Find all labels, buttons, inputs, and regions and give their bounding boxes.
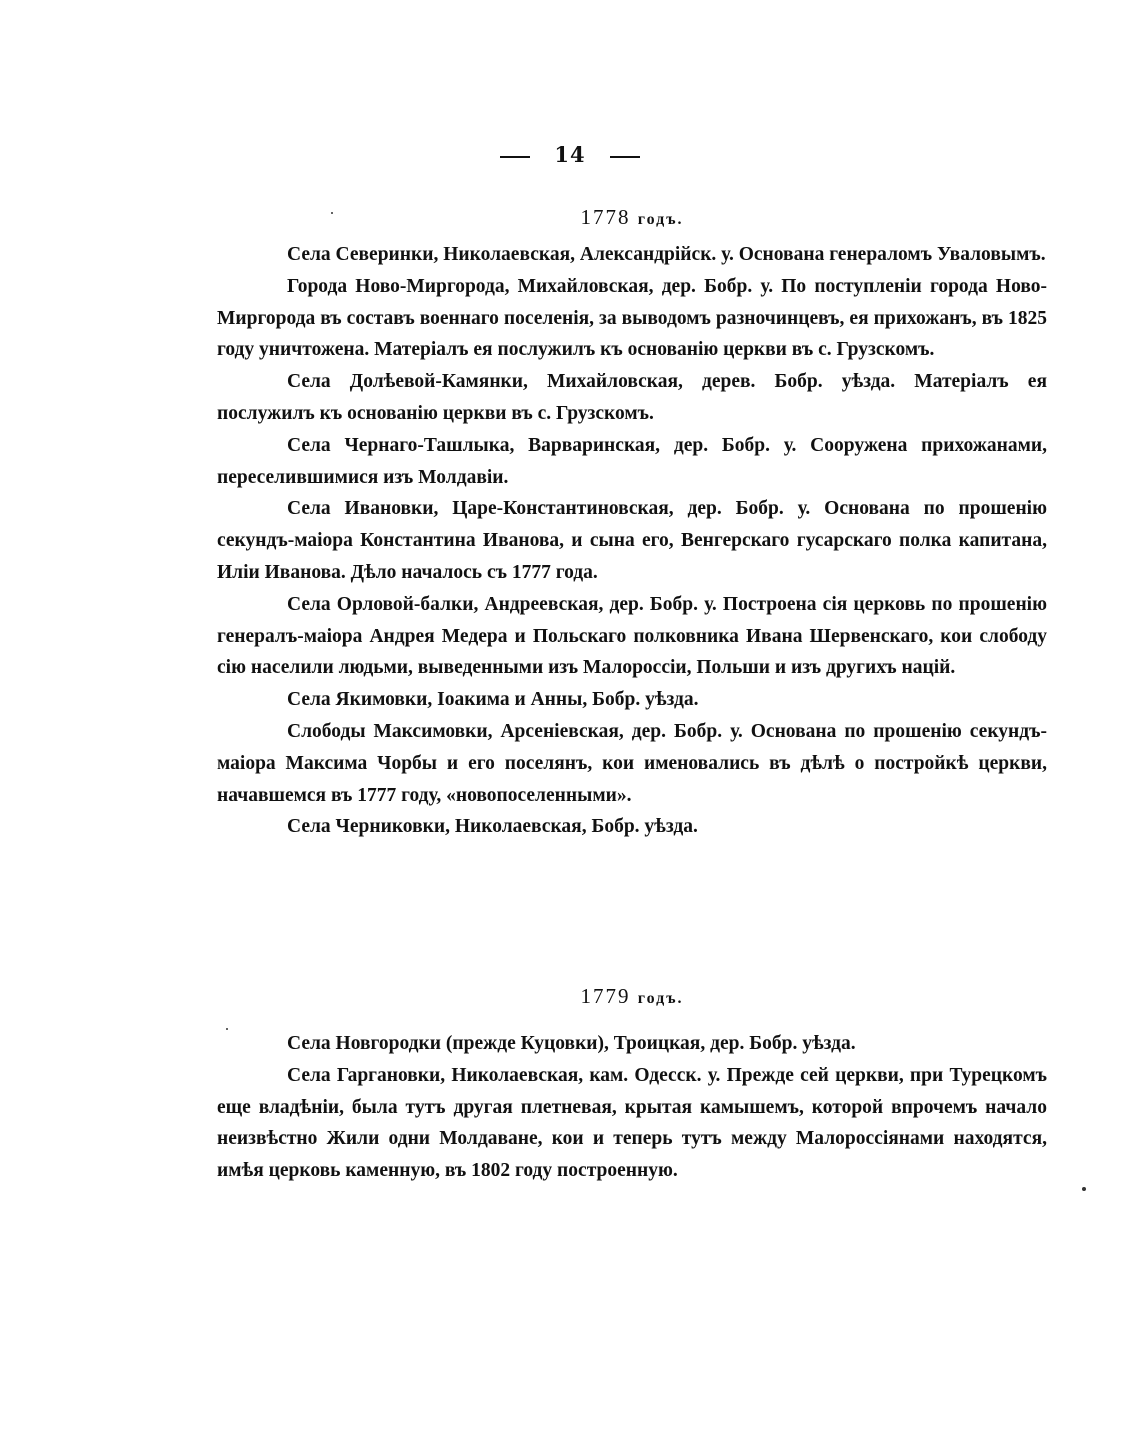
entry-doleeva-kamyanka: Села Долѣевой-Камянки, Михайловская, дерев. Бобр. уѣзда. Матеріалъ ея послужилъ къ основанію церкви въ с. Грузскомъ. — [217, 371, 1047, 424]
page-number-text: 14 — [554, 142, 586, 167]
entry-orlova-balka: Села Орловой-балки, Андреевская, дер. Бобр. у. Построена сія церковь по прошенію генералъ-маіора Андрея Медера и Польскаго полковника Ивана Шервенскаго, кои слободу сію населили людьми, выведенными изъ Малороссіи, Польши и изъ другихъ націй. — [217, 593, 1047, 679]
section-1779 — [217, 976, 1047, 1187]
year-word: годъ. — [637, 211, 684, 228]
year-heading — [217, 976, 1047, 1016]
section-1778 — [217, 197, 1047, 843]
entry-severinka: Села Северинки, Николаевская, Александрійск. у. Основана генераломъ Уваловымъ. — [287, 244, 1046, 265]
year-number: 1779 — [580, 984, 631, 1008]
year-heading — [217, 197, 1047, 237]
entry-chernyi-tashlyk: Села Чернаго-Ташлыка, Варваринская, дер. Бобр. у. Сооружена прихожанами, переселившимися изъ Молдавіи. — [217, 434, 1047, 488]
scan-speck — [226, 1028, 228, 1030]
entry-novo-mirgorod: Города Ново-Миргорода, Михайловская, дер. Бобр. у. По поступленіи города Ново-Миргорода въ составъ военнаго поселенія, за выводомъ разночинцевъ, ея прихожанъ, въ 1825 году уничтожена. Матеріалъ ея послужилъ къ основанію церкви въ с. Грузскомъ. — [217, 275, 1047, 361]
scan-speck — [1082, 1187, 1086, 1191]
entry-novgorodka: Села Новгородки (прежде Куцовки), Троицкая, дер. Бобр. уѣзда. — [287, 1033, 856, 1054]
entry-chernikovka: Села Черниковки, Николаевская, Бобр. уѣзда. — [287, 816, 698, 838]
entry-garganovka: Села Гаргановки, Николаевская, кам. Одесск. у. Прежде сей церкви, при Турецкомъ еще владѣніи, была тутъ другая плетневая, крытая камышемъ, которой впрочемъ начало неизвѣстно Жили одни Молдаване, кои и теперь тутъ между Малороссіянами находятся, имѣя церковь каменную, въ 1802 году построенную. — [217, 1064, 1047, 1182]
left-dash — [500, 156, 530, 158]
right-dash — [610, 156, 640, 158]
year-word: годъ. — [637, 990, 684, 1007]
year-number: 1778 — [580, 205, 631, 229]
page-number — [0, 142, 1140, 167]
entry-ivanovka: Села Ивановки, Царе-Константиновская, дер. Бобр. у. Основана по прошенію секундъ-маіора Константина Иванова, и сына его, Венгерскаго гусарскаго полка капитана, Иліи Иванова. Дѣло началось съ 1777 года. — [217, 498, 1047, 583]
entry-maksimovka: Слободы Максимовки, Арсеніевская, дер. Бобр. у. Основана по прошенію секундъ-маіора Максима Чорбы и его поселянъ, кои именовались въ дѣлѣ о постройкѣ церкви, начавшемся въ 1777 году, «новопоселенными». — [217, 720, 1047, 806]
entry-yakimovka: Села Якимовки, Іоакима и Анны, Бобр. уѣзда. — [287, 689, 699, 711]
scan-speck — [331, 212, 333, 214]
